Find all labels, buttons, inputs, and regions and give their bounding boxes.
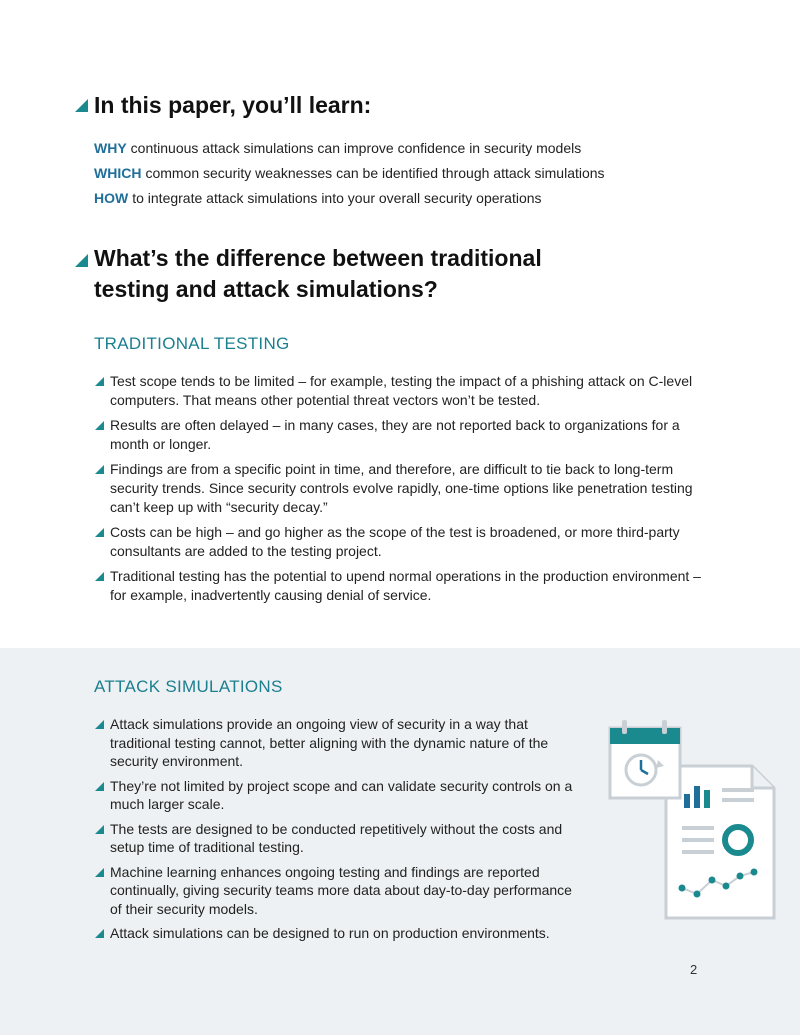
learn-text: continuous attack simulations can improve confidence in security models (130, 140, 582, 156)
list-item: The tests are designed to be conducted repetitively without the costs and setup time of traditional testing. (94, 820, 584, 857)
traditional-testing-title: TRADITIONAL TESTING (94, 334, 290, 353)
heading-triangle-icon (75, 99, 88, 112)
calendar-report-illustration (604, 718, 784, 928)
learn-heading: In this paper, you’ll learn: (94, 92, 372, 118)
difference-heading-line2: testing and attack simulations? (94, 276, 438, 302)
calendar-clock-icon (610, 720, 680, 798)
difference-heading-line1: What’s the difference between traditional (94, 245, 542, 271)
list-item: Results are often delayed – in many cases, they are not reported back to organizations for a month or longer. (94, 416, 704, 454)
report-document-icon (666, 766, 774, 918)
learn-key: WHICH (94, 165, 142, 181)
traditional-testing-list (94, 372, 704, 611)
learn-item-how (94, 189, 542, 207)
attack-simulations-list (94, 715, 584, 949)
list-item: Test scope tends to be limited – for example, testing the impact of a phishing attack on C-level computers. That means other potential threat vectors won’t be tested. (94, 372, 704, 410)
attack-simulations-title: ATTACK SIMULATIONS (94, 677, 283, 696)
learn-key: WHY (94, 140, 127, 156)
list-item: Traditional testing has the potential to upend normal operations in the production environment – for example, inadvertently causing denial of service. (94, 567, 704, 605)
difference-heading (94, 243, 542, 305)
learn-item-why (94, 139, 581, 157)
list-item: Attack simulations provide an ongoing view of security in a way that traditional testing cannot, better aligning with the dynamic nature of the security environment. (94, 715, 584, 771)
learn-item-which (94, 164, 605, 182)
page-number: 2 (690, 962, 698, 977)
list-item: Attack simulations can be designed to run on production environments. (94, 924, 584, 943)
list-item: Findings are from a specific point in time, and therefore, are difficult to tie back to long-term security trends. Since security controls evolve rapidly, one-time options like penetration testing can’t keep up with “security decay.” (94, 460, 704, 518)
list-item: Costs can be high – and go higher as the scope of the test is broadened, or more third-party consultants are added to the testing project. (94, 523, 704, 561)
list-item: They’re not limited by project scope and can validate security controls on a much larger scale. (94, 777, 584, 814)
list-item: Machine learning enhances ongoing testing and findings are reported continually, giving security teams more data about day-to-day performance of their security models. (94, 863, 584, 919)
heading-triangle-icon (75, 254, 88, 267)
learn-key: HOW (94, 190, 129, 206)
learn-text: to integrate attack simulations into your overall security operations (132, 190, 542, 206)
learn-text: common security weaknesses can be identified through attack simulations (145, 165, 605, 181)
